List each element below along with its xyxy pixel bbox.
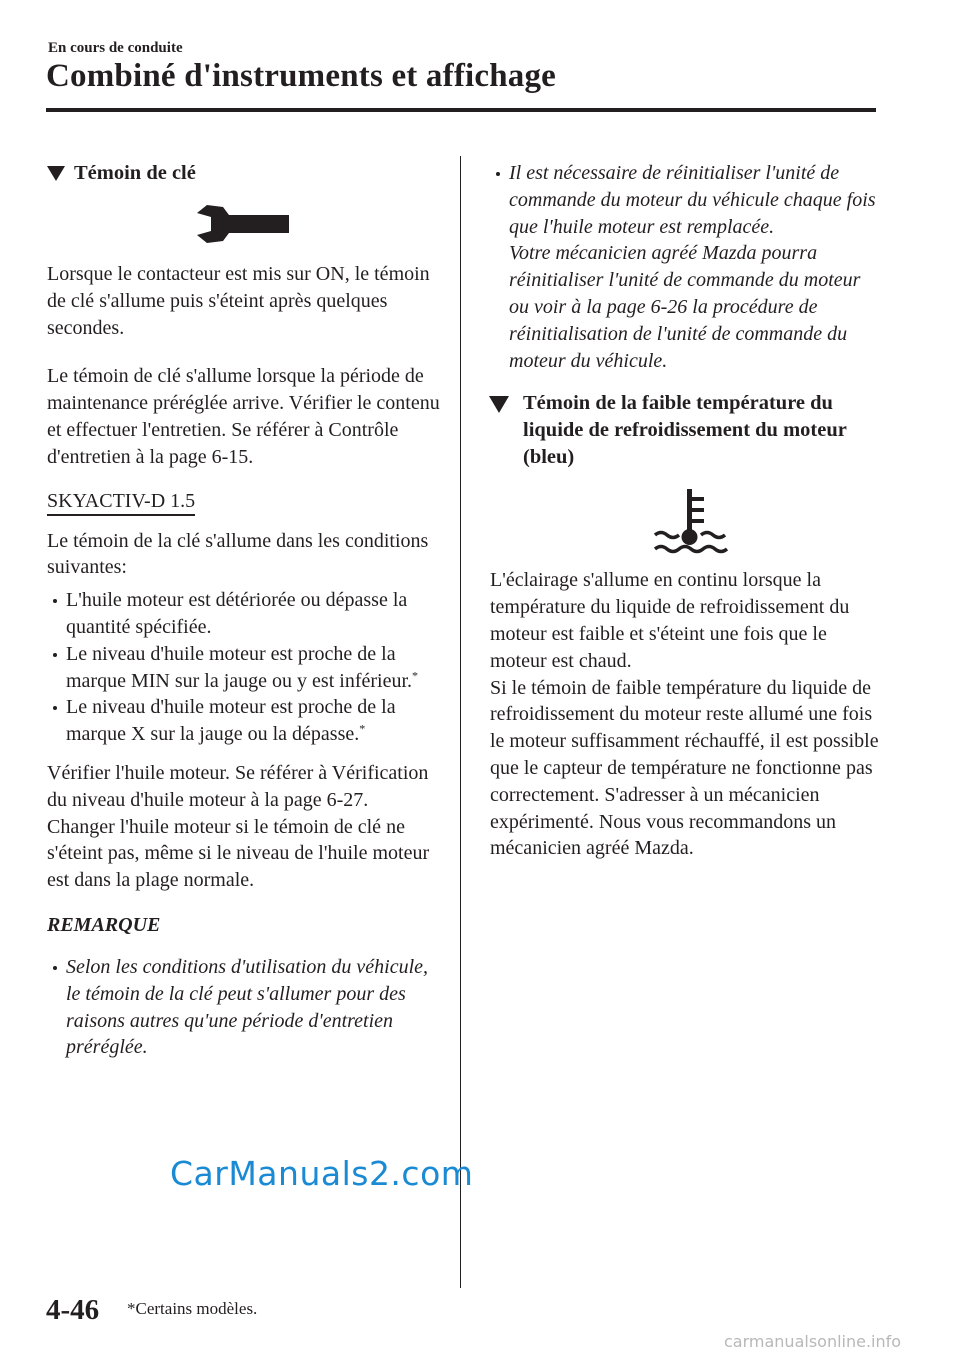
wrench-paragraph-2: Le témoin de clé s'allume lorsque la période de maintenance préréglée arrive. Vérifier le contenu et effectuer l'entretien. Se référer à Contrôle d'entretien à la page 6-15. xyxy=(47,365,440,468)
right-column xyxy=(490,160,882,862)
left-column xyxy=(47,160,442,1061)
footnote: *Certains modèles. xyxy=(127,1299,258,1318)
watermark-logo: CarManuals2.com xyxy=(170,1154,474,1193)
wrench-icon xyxy=(195,201,295,249)
list-item: L'huile moteur est détériorée ou dépasse la quantité spécifiée. xyxy=(47,587,442,641)
wrench-paragraph-1: Lorsque le contacteur est mis sur ON, le témoin de clé s'allume puis s'éteint après quelques secondes. xyxy=(47,263,430,339)
triangle-marker-icon xyxy=(489,396,509,413)
footnote-marker: * xyxy=(359,721,366,736)
wrench-warning-icon-wrap xyxy=(47,201,442,249)
coolant-warning-icon-wrap xyxy=(490,485,882,559)
list-item: Le niveau d'huile moteur est proche de la marque MIN sur la jauge ou y est inférieur.* xyxy=(47,641,442,695)
remarque-list xyxy=(47,954,442,1061)
section-heading-coolant: Témoin de la faible température du liquide de refroidissement du moteur (bleu) xyxy=(490,390,882,471)
list-item: Selon les conditions d'utilisation du véhicule, le témoin de la clé peut s'allumer pour des raisons autres qu'une période d'entretien préréglée. xyxy=(47,954,442,1061)
column-divider xyxy=(460,156,461,1288)
remarque-list-continued xyxy=(490,160,882,374)
page-title: Combiné d'instruments et affichage xyxy=(46,58,557,94)
list-item: Il est nécessaire de réinitialiser l'unité de commande du moteur du véhicule chaque fois que l'huile moteur est remplacée. Votre mécanicien agréé Mazda pourra réinitialiser l'unité de commande du moteur ou voir à la page 6-26 la procédure de réinitialisation de l'unité de commande du moteur du véhicule. xyxy=(490,160,882,374)
wrench-paragraph-3: Le témoin de la clé s'allume dans les conditions suivantes: xyxy=(47,529,429,579)
footnote-marker: * xyxy=(412,667,419,682)
page-number: 4-46 xyxy=(46,1294,100,1326)
section-heading-wrench: Témoin de clé xyxy=(47,160,442,187)
subheading-skyactiv: SKYACTIV-D 1.5 xyxy=(47,489,195,516)
coolant-paragraph-1: L'éclairage s'allume en continu lorsque la température du liquide de refroidissement du moteur est faible et s'éteint une fois que le moteur est chaud. xyxy=(490,569,850,672)
wrench-paragraph-4: Vérifier l'huile moteur. Se référer à Vérification du niveau d'huile moteur à la page 6-27. xyxy=(47,761,429,811)
list-item: Le niveau d'huile moteur est proche de la marque X sur la jauge ou la dépasse.* xyxy=(47,694,442,748)
site-watermark: carmanualsonline.info xyxy=(724,1332,902,1351)
wrench-paragraph-5: Changer l'huile moteur si le témoin de clé ne s'éteint pas, même si le niveau de l'huile moteur est dans la plage normale. xyxy=(47,815,430,892)
coolant-paragraph-2: Si le témoin de faible température du liquide de refroidissement du moteur reste allumé une fois le moteur suffisamment réchauffé, il est possible que le capteur de température ne fonctionne pas correctement. S'adresser à un mécanicien expérimenté. Nous vous recommandons un mécanicien agréé Mazda. xyxy=(490,676,879,860)
triangle-marker-icon xyxy=(47,166,65,181)
header-divider xyxy=(46,108,876,112)
conditions-list xyxy=(47,587,442,748)
remarque-label: REMARQUE xyxy=(47,913,161,936)
section-label: En cours de conduite xyxy=(48,40,183,56)
coolant-temperature-icon xyxy=(651,485,731,559)
